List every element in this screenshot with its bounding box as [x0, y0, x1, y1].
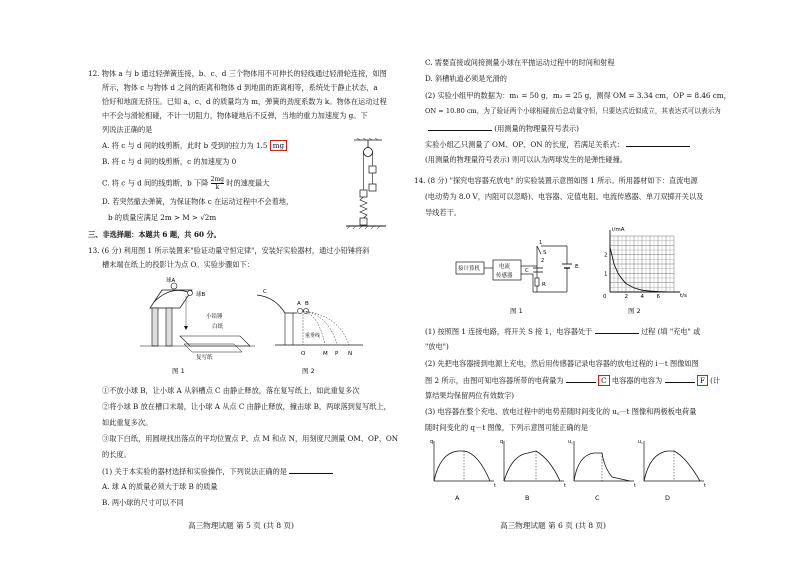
- label-a: A: [297, 301, 301, 307]
- label-c: C: [525, 268, 529, 274]
- x-axis-label: t/s: [680, 293, 687, 299]
- origin-label: 0: [603, 294, 607, 300]
- figure-2-caption: 图 2: [302, 367, 315, 375]
- x-tick-label: 4: [640, 294, 644, 300]
- label-p: P: [335, 351, 339, 357]
- answer-blank[interactable]: [428, 123, 492, 131]
- sub2-post: (计: [710, 376, 721, 385]
- sub2-text: 实验小组乙只测量了 OM、OP、ON 的长度，若满足关系式：: [425, 140, 624, 149]
- q14-line: 导线若干。: [425, 208, 461, 217]
- label-e: E: [575, 264, 579, 270]
- label-2: 2: [541, 258, 545, 264]
- q12-line: 恰好和地面无挤压。已知 a、c、d 的质量均为 m，弹簧的劲度系数为 k。物体在运动过程: [102, 97, 387, 106]
- fraction-numerator: 2mg: [210, 176, 224, 183]
- q14-sub3-cont: 随时间变化的 q－t 图像，下列示意图可能正确的是: [425, 423, 588, 432]
- q13-sub2-line4: [425, 139, 690, 149]
- current-time-chart: [600, 226, 690, 302]
- q13-sub2-cont: [425, 107, 721, 116]
- pulley-spring-figure: [340, 138, 390, 238]
- fraction-denominator: k: [215, 184, 220, 191]
- q12-line: 所示，物体 c 与物体 d 之间的距离和物体 d 到地面的距离相等，系统处于静止状态，a: [102, 83, 378, 92]
- x-tick-label: 6: [656, 294, 660, 300]
- q12-line: 列说法正确的是: [102, 125, 153, 134]
- option-c-post: 时的速度最大: [226, 178, 270, 188]
- label-1: 1: [539, 240, 543, 246]
- unit-farad-box: F: [697, 375, 708, 386]
- page-6-footer: 高三物理试题 第 6 页 (共 8 页): [500, 521, 607, 530]
- q14-sub2-answer-line: [425, 375, 720, 385]
- q12-line: 12. 物体 a 与 b 通过轻弹簧连接，b、c、d 三个物体用不可伸长的轻线通过轻滑轮连接，如图: [88, 69, 387, 78]
- label-computer: 接计算机: [458, 266, 481, 272]
- q14-line: (电动势为 8.0 V，内阻可以忽略)、电容器、定值电阻、电流传感器、单刀双掷开关以及: [425, 192, 704, 201]
- graph-a-x-axis: t: [494, 483, 496, 489]
- y-tick-label: 1: [604, 271, 608, 278]
- option-a-text: A. 将 c 与 d 间的线剪断，此时 b 受到的拉力为 1.5: [102, 141, 268, 150]
- option-c-pre: C. 将 c 与 d 间的线剪断，b 下降: [102, 178, 209, 188]
- graph-d-y-axis: u꜀: [638, 439, 643, 445]
- label-plumb: 小铅锤: [206, 314, 223, 320]
- capacitance-blank[interactable]: [665, 375, 695, 383]
- graph-d-label: D: [665, 494, 671, 502]
- unit-coulomb-box: C: [598, 375, 610, 386]
- sub2-text: ON = 10.80 cm，为了验证两个小球相碰前后总动量守恒，只要达式近似成立，其表达式可以表示为: [425, 107, 721, 115]
- label-white-paper: 白纸: [212, 324, 224, 330]
- label-b: B: [305, 301, 309, 307]
- q12-option-a: [102, 141, 287, 150]
- label-ball-a: 球A: [166, 278, 176, 284]
- option-a-answer-box: mg: [270, 140, 287, 151]
- chart-ticks: [604, 253, 661, 300]
- q13-line: 13. (6 分) 利用图 1 所示装置来"验证动量守恒定律"，安装好实验器材，通过小铅锤将斜: [88, 246, 370, 255]
- graph-c-x-axis: t: [634, 483, 636, 489]
- graph-b-y-axis: q: [500, 439, 504, 445]
- sub1-tail: 过程 (填 "充电" 或: [640, 327, 701, 336]
- label-r: R: [542, 282, 546, 288]
- sub2-mid: 电容器的电容为: [611, 376, 663, 385]
- graph-c: [568, 437, 640, 489]
- q14-sub2: (2) 先把电容器接到电源上充电，然后用传感器记录电容器的放电过程的 i－t 图像如图: [425, 359, 699, 368]
- chart-grid: [610, 236, 674, 292]
- label-o: O: [301, 351, 306, 357]
- q13-step: ②将小球 B 放在槽口末端，让小球 A 从点 C 由静止释放，撞击球 B，两球落到复写纸上，: [102, 402, 391, 411]
- charge-blank[interactable]: [566, 375, 596, 383]
- graph-b-label: B: [525, 494, 530, 502]
- x-tick-label: 2: [624, 294, 628, 300]
- answer-blank[interactable]: [289, 466, 333, 474]
- sub1-text: (1) 关于本实验的器材选择和实验操作，下列说法正确的是: [102, 467, 287, 476]
- section-3-heading: 三、非选择题：本题共 6 题，共 60 分。: [88, 230, 221, 239]
- page-5-footer: 高三物理试题 第 5 页 (共 8 页): [188, 521, 295, 530]
- q13-option-a: A. 球 A 的质量必须大于球 B 的质量: [102, 482, 218, 491]
- q13-step: 如此重复多次。: [102, 418, 153, 427]
- answer-blank[interactable]: [595, 326, 639, 334]
- trajectory-figure-2: [255, 283, 365, 358]
- q12-line: 中不会与滑轮相碰，不计一切阻力，物体碰地后不反弹，当地的重力加速度为 g。下: [102, 111, 368, 120]
- graph-c-label: C: [595, 494, 600, 502]
- q13-step: ①不放小球 B，让小球 A 从斜槽点 C 由静止释放，落在复写纸上，如此重复多次: [102, 386, 360, 395]
- label-m: M: [323, 351, 328, 357]
- circuit-figure-1: [455, 238, 585, 300]
- figure-1-caption: 图 1: [510, 307, 523, 315]
- q12-option-c: [102, 176, 269, 191]
- label-s: S: [543, 250, 547, 256]
- q13-option-d: D. 斜槽轨道必须是光滑的: [425, 74, 507, 83]
- q14-line: 14. (8 分) "探究电容器充放电" 的实验装置示意图如图 1 所示。所用器材如下：直流电源: [414, 176, 698, 185]
- sub2-pre: 图 2 所示，由图可知电容器所带的电荷量为: [425, 376, 564, 385]
- q14-sub1-cont: "放电"): [425, 342, 449, 351]
- q14-sub3: (3) 电容器在整个充电、放电过程中的电势差随时间变化的 u꜀－t 图像和两极板电荷量: [425, 407, 697, 416]
- label-sensor: 传感器: [496, 273, 513, 279]
- graph-d-x-axis: t: [704, 483, 706, 489]
- fraction: [211, 176, 224, 191]
- q12-option-d-cont: b 的质量应满足 2m > M > √2m: [108, 213, 217, 222]
- sub1-text: (1) 按照图 1 连接电路，将开关 S 接 1，电容器处于: [425, 327, 593, 336]
- q13-step: 的长度。: [102, 450, 131, 459]
- label-weight-line: 重垂线: [305, 333, 321, 339]
- graph-b-x-axis: t: [564, 483, 566, 489]
- graph-c-y-axis: u꜀: [568, 439, 573, 445]
- graph-a-label: A: [455, 494, 460, 502]
- q13-option-c: C. 需要直接或间接测量小球在平抛运动过程中的时间和射程: [425, 58, 615, 67]
- figure-2-caption: 图 2: [628, 307, 641, 315]
- y-tick-label: 2: [604, 252, 608, 259]
- y-axis-label: i/mA: [612, 227, 625, 233]
- q12-option-d: D. 若突然撤去弹簧，为保证物体 c 在运动过程中不会着地，: [102, 197, 294, 206]
- q13-line: 槽末端在纸上的投影计为点 O。实验步骤如下：: [102, 260, 254, 269]
- apparatus-figure-1: [140, 278, 255, 360]
- answer-blank[interactable]: [626, 139, 690, 147]
- label-current: 电流: [499, 264, 511, 270]
- label-c: C: [263, 289, 267, 295]
- label-carbon-paper: 复写纸: [196, 355, 213, 361]
- graph-d: [638, 437, 710, 489]
- q14-sub2-cont: 算结果均保留两位有效数字): [425, 391, 515, 400]
- graph-a: [428, 437, 500, 489]
- q13-step: ③取下白纸，用圆规找出落点的平均位置点 P、点 M 和点 N，用刻度尺测量 OM、OP、ON: [102, 434, 399, 443]
- figure-1-caption: 图 1: [172, 367, 185, 375]
- sub2-note: (用测量的物理量符号表示): [494, 124, 579, 133]
- q13-sub1: [102, 466, 333, 476]
- graph-a-y-axis: q: [430, 439, 434, 445]
- q13-option-b: B. 两小球的尺寸可以不同: [102, 498, 184, 507]
- q14-sub1: [425, 326, 700, 336]
- q13-sub2-blank-line: [428, 123, 579, 133]
- q12-option-b: B. 将 c 与 d 间的线剪断，c 的加速度为 0: [102, 157, 237, 166]
- graph-b: [498, 437, 570, 489]
- label-n: N: [348, 351, 353, 357]
- label-ball-b: 球B: [196, 292, 206, 298]
- q13-sub2-line5: (用测量的物理量符号表示) 则可以认为两球发生的是弹性碰撞。: [425, 155, 627, 164]
- q13-sub2: (2) 实验小组甲的数据为：m₁ = 50 g，m₂ = 25 g，测得 OM = 3.34 cm，OP = 8.46 cm，: [425, 91, 731, 100]
- right-page: [400, 0, 800, 566]
